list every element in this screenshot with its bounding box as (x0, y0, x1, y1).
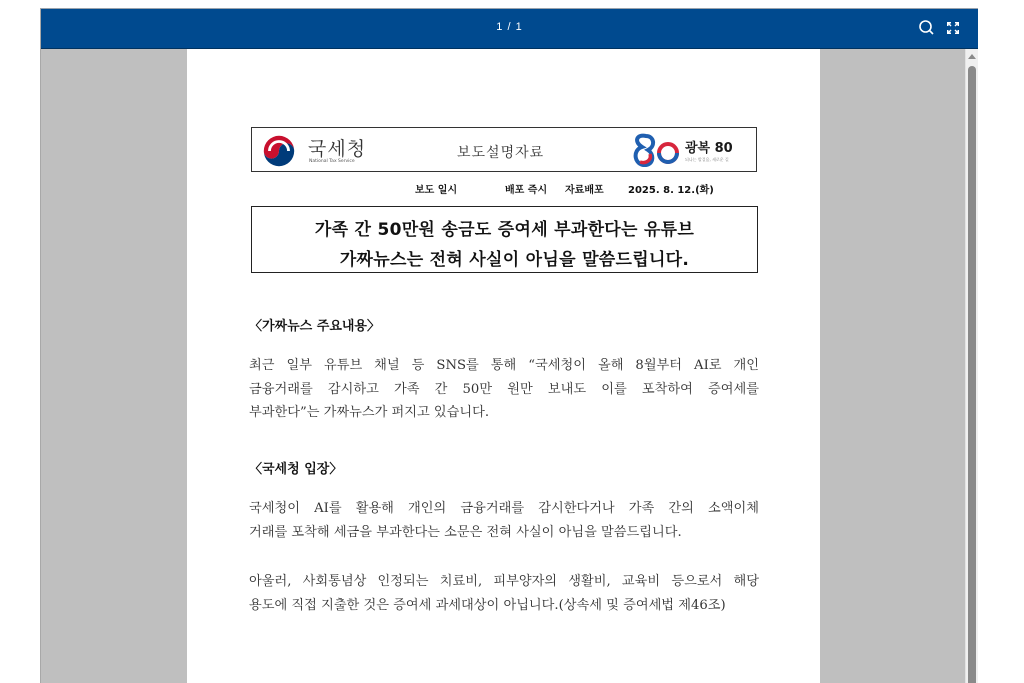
paragraph-line: 금융거래를 감시하고 가족 간 50만 원만 보내도 이를 포착하여 증여세를 (249, 381, 759, 397)
paragraph-line: 아울러, 사회통념상 인정되는 치료비, 피부양자의 생활비, 교육비 등으로서 해당 (249, 574, 759, 589)
nts-logo-icon (260, 132, 298, 170)
paragraph-line: 부과한다”는 가짜뉴스가 퍼지고 있습니다. (249, 405, 490, 420)
agency-name: 국세청 (308, 138, 367, 160)
scroll-thumb[interactable] (968, 66, 976, 683)
viewer-toolbar (41, 9, 978, 49)
paragraph-line: 용도에 직접 지출한 것은 증여세 과세대상이 아닙니다.(상속세 및 증여세법 제46조) (249, 597, 726, 613)
section-heading-fake-news: 〈가짜뉴스 주요내용〉 (249, 319, 380, 334)
anniversary-tagline: 되나는 발걸음, 새로운 길 (685, 157, 729, 162)
vertical-scrollbar[interactable] (965, 49, 978, 683)
pdf-viewer (40, 8, 978, 683)
agency-name-en: National Tax Service (309, 159, 355, 164)
document-stage (41, 49, 966, 683)
section-heading-nts-position: 〈국세청 입장〉 (249, 462, 343, 477)
distribution-value: 배포 즉시 (505, 185, 548, 196)
paragraph-line: 국세청이 AI를 활용해 개인의 금융거래를 감시한다거나 가족 간의 소액이체 (249, 501, 759, 516)
paragraph-fake-news (249, 354, 759, 425)
release-label: 자료배포 (565, 185, 604, 196)
paragraph-line: 최근 일부 유튜브 채널 등 SNS를 통해 “국세청이 올해 8월부터 AI로 개인 (249, 358, 759, 373)
headline-line-2: 가짜뉴스는 전혀 사실이 아님을 말씀드립니다. (339, 250, 690, 270)
search-icon[interactable] (917, 18, 937, 38)
fullscreen-icon[interactable] (943, 18, 963, 38)
release-date: 2025. 8. 12.(화) (628, 185, 714, 196)
headline-line-1: 가족 간 50만원 송금도 증여세 부과한다는 유튜브 (314, 220, 695, 240)
paragraph-exemption (249, 570, 759, 617)
paragraph-line: 거래를 포착해 세금을 부과한다는 소문은 전혀 사실이 아님을 말씀드립니다. (249, 524, 682, 540)
document-type: 보도설명자료 (457, 145, 545, 161)
paragraph-nts-position (249, 497, 759, 544)
scroll-up-arrow-icon[interactable] (968, 54, 976, 59)
report-label: 보도 일시 (415, 185, 458, 196)
document-header (251, 127, 757, 172)
document-page (187, 49, 820, 683)
liberation-80-logo-icon (628, 130, 686, 170)
anniversary-label: 광복 80 (685, 141, 733, 156)
headline-box (251, 206, 758, 273)
page-indicator: 1 / 1 (496, 21, 523, 33)
